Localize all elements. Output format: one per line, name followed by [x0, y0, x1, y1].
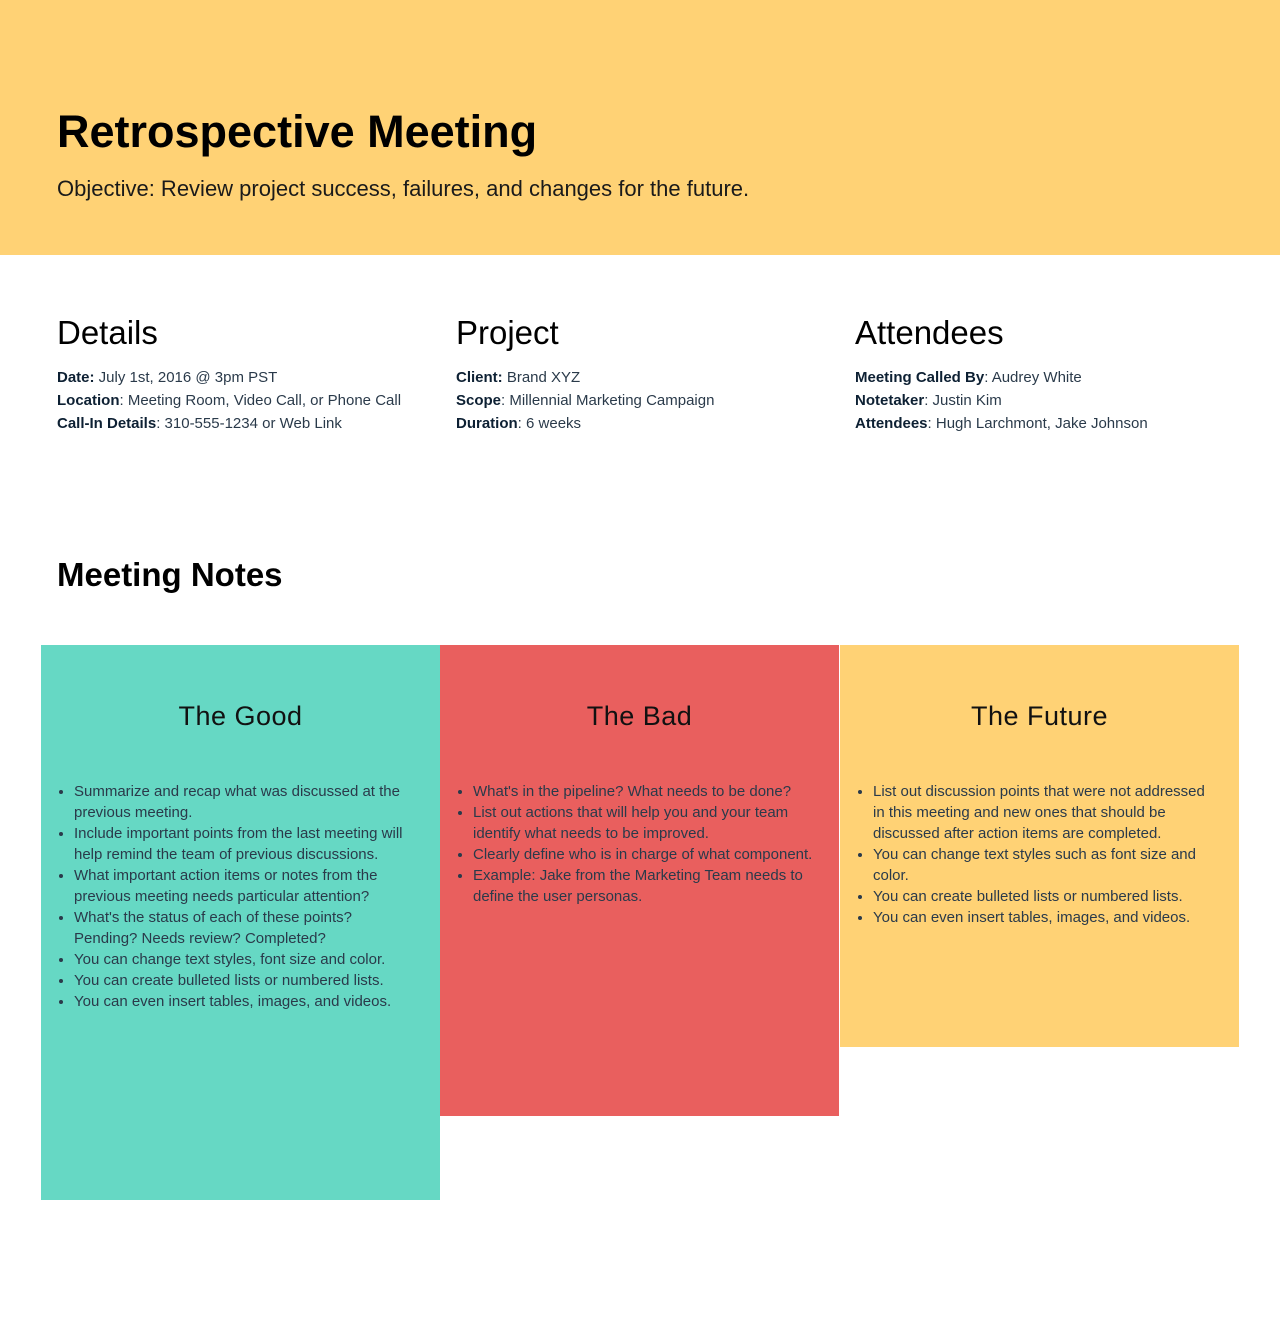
page-title: Retrospective Meeting: [57, 106, 538, 157]
list-item: • Clearly define who is in charge of what component.: [473, 844, 817, 865]
attendees-list-value: : Hugh Larchmont, Jake Johnson: [927, 415, 1148, 432]
attendees-notetaker: [855, 389, 1235, 412]
attendees-list-label: Attendees: [855, 415, 928, 432]
project-duration: [456, 412, 836, 435]
bad-list: [455, 781, 817, 907]
list-item: • Example: Jake from the Marketing Team needs to define the user personas.: [473, 865, 817, 907]
attendees-called-by-value: : Audrey White: [984, 369, 1082, 386]
list-item: • You can change text styles such as font size and color.: [873, 844, 1217, 886]
details-location-value: : Meeting Room, Video Call, or Phone Call: [119, 392, 402, 409]
future-list: [855, 781, 1217, 928]
attendees-called-by-label: Meeting Called By: [855, 369, 985, 386]
project-client-value: Brand XYZ: [502, 369, 581, 386]
attendees-list: [855, 412, 1235, 435]
list-item: • List out discussion points that were not addressed in this meeting and new ones that should be discussed after action items are completed.: [873, 781, 1217, 844]
meeting-notes-heading: Meeting Notes: [57, 556, 283, 593]
attendees-section: [855, 314, 1235, 435]
good-card: [41, 645, 440, 1200]
list-item: • Summarize and recap what was discussed at the previous meeting.: [74, 781, 418, 823]
attendees-heading: Attendees: [855, 314, 1004, 351]
details-call-in: [57, 412, 437, 435]
list-item: • You can change text styles, font size and color.: [74, 949, 418, 970]
project-section: [456, 314, 836, 435]
future-card-title: The Future: [970, 701, 1109, 731]
project-heading: Project: [456, 314, 559, 351]
list-item: • Include important points from the last meeting will help remind the team of previous discussions.: [74, 823, 418, 865]
project-client: [456, 366, 836, 389]
project-duration-value: : 6 weeks: [517, 415, 582, 432]
attendees-called-by: [855, 366, 1235, 389]
objective-text: Objective: Review project success, failures, and changes for the future.: [57, 176, 750, 201]
project-scope: [456, 389, 836, 412]
details-call-in-label: Call-In Details: [57, 415, 157, 432]
attendees-notetaker-label: Notetaker: [855, 392, 925, 409]
details-section: [57, 314, 437, 435]
details-location-label: Location: [57, 392, 120, 409]
list-item: • What's in the pipeline? What needs to be done?: [473, 781, 817, 802]
project-scope-label: Scope: [456, 392, 502, 409]
list-item: • What's the status of each of these points? Pending? Needs review? Completed?: [74, 907, 418, 949]
list-item: • List out actions that will help you and your team identify what needs to be improved.: [473, 802, 817, 844]
list-item: • You can even insert tables, images, and videos.: [74, 991, 418, 1012]
list-item: • You can even insert tables, images, and videos.: [873, 907, 1217, 928]
attendees-notetaker-value: : Justin Kim: [924, 392, 1002, 409]
details-date-label: Date:: [57, 369, 95, 386]
project-client-label: Client:: [456, 369, 503, 386]
good-list: [56, 781, 418, 1012]
future-card: [840, 645, 1239, 1047]
bad-card-title: The Bad: [586, 701, 693, 731]
details-location: [57, 389, 437, 412]
details-date-value: July 1st, 2016 @ 3pm PST: [94, 369, 278, 386]
project-scope-value: : Millennial Marketing Campaign: [501, 392, 715, 409]
details-heading: Details: [57, 314, 158, 351]
header-banner: [0, 0, 1280, 255]
bad-card: [440, 645, 839, 1116]
details-call-in-value: : 310-555-1234 or Web Link: [156, 415, 342, 432]
list-item: • You can create bulleted lists or numbered lists.: [74, 970, 418, 991]
list-item: • You can create bulleted lists or numbered lists.: [873, 886, 1217, 907]
project-duration-label: Duration: [456, 415, 518, 432]
list-item: • What important action items or notes from the previous meeting needs particular attention?: [74, 865, 418, 907]
good-card-title: The Good: [178, 701, 303, 731]
details-date: [57, 366, 437, 389]
